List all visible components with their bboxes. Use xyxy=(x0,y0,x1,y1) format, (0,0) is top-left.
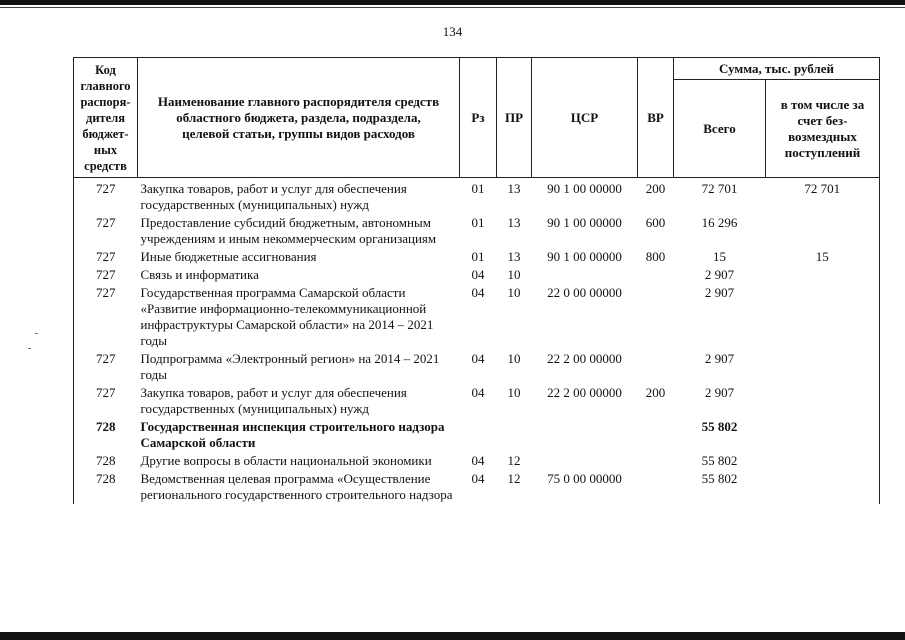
table-row xyxy=(74,452,880,470)
row-csr: 22 0 00 00000 xyxy=(547,285,622,300)
row-vr xyxy=(638,470,674,504)
table-header xyxy=(74,58,880,178)
row-code: 727 xyxy=(74,214,138,248)
table-row xyxy=(74,418,880,452)
row-total: 55 802 xyxy=(701,419,738,434)
header-name: Наименование главного распорядителя средств областного бюджета, раздела, подраздела, целевой статьи, группы видов расходов xyxy=(138,58,460,178)
row-vr xyxy=(638,284,674,350)
row-csr: 75 0 00 00000 xyxy=(547,471,622,486)
row-name: Связь и информатика xyxy=(140,267,259,282)
row-vr: 200 xyxy=(645,385,666,400)
row-rz: 04 xyxy=(471,285,485,300)
row-csr xyxy=(532,418,638,452)
row-code: 728 xyxy=(74,452,138,470)
row-pr: 13 xyxy=(507,181,521,196)
bottom-border-bar xyxy=(0,632,905,640)
header-total: Всего xyxy=(674,80,766,178)
row-gratuitous xyxy=(766,470,880,504)
row-name: Государственная инспекция строительного надзора Самарской области xyxy=(140,419,445,450)
row-code: 727 xyxy=(74,248,138,266)
table-row xyxy=(74,266,880,284)
row-csr: 90 1 00 00000 xyxy=(547,181,622,196)
top-border-line xyxy=(0,7,905,8)
row-code: 728 xyxy=(74,470,138,504)
row-gratuitous: 15 xyxy=(766,248,880,266)
table-row xyxy=(74,384,880,418)
row-pr xyxy=(497,418,532,452)
row-total: 2 907 xyxy=(704,267,735,282)
row-code: 727 xyxy=(74,178,138,215)
row-pr: 12 xyxy=(507,453,521,468)
table-row xyxy=(74,284,880,350)
row-rz: 04 xyxy=(471,385,485,400)
row-rz xyxy=(460,418,497,452)
page-number: 134 xyxy=(442,24,463,39)
header-sum: Сумма, тыс. рублей xyxy=(674,58,880,80)
row-name: Иные бюджетные ассигнования xyxy=(140,249,317,264)
row-name: Закупка товаров, работ и услуг для обеспечения государственных (муниципальных) нужд xyxy=(140,181,407,212)
header-csr: ЦСР xyxy=(532,58,638,178)
row-vr: 800 xyxy=(645,249,666,264)
table-row xyxy=(74,248,880,266)
header-pr: ПР xyxy=(497,58,532,178)
row-code: 728 xyxy=(74,418,138,452)
row-csr xyxy=(532,266,638,284)
row-code: 727 xyxy=(74,350,138,384)
row-gratuitous: 72 701 xyxy=(766,178,880,215)
scan-speck xyxy=(35,333,38,334)
row-pr: 10 xyxy=(507,285,521,300)
table-row xyxy=(74,178,880,215)
row-vr: 200 xyxy=(645,181,666,196)
row-name: Предоставление субсидий бюджетным, автономным учреждениям и иным некоммерческим организациям xyxy=(140,215,437,246)
row-vr xyxy=(638,418,674,452)
row-total: 55 802 xyxy=(701,471,738,486)
row-total: 2 907 xyxy=(704,385,735,400)
row-rz: 04 xyxy=(471,453,485,468)
row-gratuitous xyxy=(766,284,880,350)
row-gratuitous xyxy=(766,214,880,248)
row-pr: 10 xyxy=(507,351,521,366)
row-total: 2 907 xyxy=(704,285,735,300)
row-rz: 01 xyxy=(471,249,485,264)
row-gratuitous xyxy=(766,384,880,418)
scan-speck xyxy=(28,348,31,349)
row-rz: 01 xyxy=(471,181,485,196)
row-csr: 90 1 00 00000 xyxy=(547,249,622,264)
row-code: 727 xyxy=(74,284,138,350)
row-pr: 10 xyxy=(507,385,521,400)
table-row xyxy=(74,470,880,504)
row-code: 727 xyxy=(74,266,138,284)
row-total: 55 802 xyxy=(701,453,738,468)
header-gratuitous: в том числе за счет без-возмездных поступлений xyxy=(766,80,880,178)
row-gratuitous xyxy=(766,418,880,452)
row-gratuitous xyxy=(766,266,880,284)
row-rz: 04 xyxy=(471,471,485,486)
table-body xyxy=(74,178,880,505)
row-rz: 01 xyxy=(471,215,485,230)
row-pr: 10 xyxy=(507,267,521,282)
row-total: 72 701 xyxy=(701,181,738,196)
row-vr xyxy=(638,350,674,384)
row-name: Ведомственная целевая программа «Осуществление регионального государственного строительного надзора xyxy=(140,471,453,502)
row-gratuitous xyxy=(766,350,880,384)
row-gratuitous xyxy=(766,452,880,470)
row-name: Подпрограмма «Электронный регион» на 2014 – 2021 годы xyxy=(140,351,440,382)
row-rz: 04 xyxy=(471,267,485,282)
row-vr: 600 xyxy=(645,215,666,230)
row-total: 2 907 xyxy=(704,351,735,366)
table-row xyxy=(74,350,880,384)
row-csr: 90 1 00 00000 xyxy=(547,215,622,230)
row-name: Закупка товаров, работ и услуг для обеспечения государственных (муниципальных) нужд xyxy=(140,385,407,416)
header-code: Код главного распоря-дителя бюджет-ных средств xyxy=(74,58,138,178)
row-rz: 04 xyxy=(471,351,485,366)
row-pr: 13 xyxy=(507,215,521,230)
table-row xyxy=(74,214,880,248)
row-total: 15 xyxy=(713,249,726,264)
header-rz: Рз xyxy=(460,58,497,178)
row-name: Другие вопросы в области национальной экономики xyxy=(140,453,432,468)
header-vr: ВР xyxy=(638,58,674,178)
row-code: 727 xyxy=(74,384,138,418)
row-csr: 22 2 00 00000 xyxy=(547,385,622,400)
row-vr xyxy=(638,266,674,284)
budget-table xyxy=(73,57,880,504)
row-pr: 13 xyxy=(507,249,521,264)
top-border-bar xyxy=(0,0,905,5)
row-csr xyxy=(532,452,638,470)
row-pr: 12 xyxy=(507,471,521,486)
row-name: Государственная программа Самарской области «Развитие информационно-телекоммуникационной инфраструктуры Самарской области» на 2014 – 2021 годы xyxy=(140,285,434,348)
row-csr: 22 2 00 00000 xyxy=(547,351,622,366)
row-total: 16 296 xyxy=(701,215,738,230)
row-vr xyxy=(638,452,674,470)
